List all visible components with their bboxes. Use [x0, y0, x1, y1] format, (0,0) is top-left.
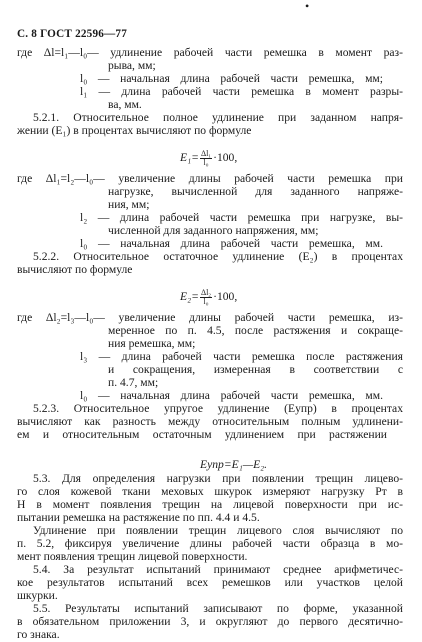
text-line: Н в момент появления трещин на лицевой поверхности при ис- — [17, 498, 403, 511]
text-line: 5.3. Для определения нагрузки при появлении трещин лицево- — [33, 472, 403, 485]
formula-e1-fraction — [200, 150, 212, 167]
text-line: мент появления трещин лицевой поверхности. — [17, 550, 248, 563]
corner-mark: • — [305, 0, 310, 13]
text-line: где Δl=l₁—l₀— удлинение рабочей части ремешка в момент раз- — [17, 46, 403, 59]
formula-e2-lhs: E₂= — [180, 290, 199, 304]
text-line: ния, мм; — [108, 198, 150, 211]
formula-e2-rhs: ·100, — [213, 290, 238, 304]
text-line: в обязательном приложении 3, и округляют до первого десятично- — [17, 615, 403, 628]
text-line: го слоя кожевой ткани меховых шкурок измеряют нагрузку Pт в — [17, 485, 403, 498]
text-line: и сокращения, измеренная в соответствии с — [108, 363, 403, 376]
text-line: l₁ — длина рабочей части ремешка в момент разры- — [80, 85, 403, 98]
text-line: п. 5.2, фиксируя увеличение длины рабочей части образца в мо- — [17, 537, 403, 550]
text-line: ва, мм. — [108, 98, 142, 111]
text-line: пытании ремешка на растяжение по пп. 4.4 и 4.5. — [17, 511, 260, 524]
text-line: l₀ — начальная длина рабочей части ремешка, мм. — [80, 237, 383, 250]
text-line: жении (E₁) в процентах вычисляют по формуле — [17, 124, 252, 137]
formula-e2 — [180, 289, 237, 306]
text-line: 5.2.1. Относительное полное удлинение при заданном напря- — [33, 111, 403, 124]
formula-e2-num: Δl₂ — [200, 288, 212, 297]
formula-e1-den: l₀ — [203, 158, 209, 167]
text-line: l₂ — длина рабочей части ремешка при нагрузке, вы- — [80, 211, 403, 224]
text-line: l₀ — начальная длина рабочей части ремешка, мм; — [80, 72, 383, 85]
text-line: ния ремешка, мм; — [108, 337, 196, 350]
page-header: С. 8 ГОСТ 22596—77 — [17, 28, 128, 40]
formula-e2-den: l₀ — [203, 297, 209, 306]
formula-e1-rhs: ·100, — [213, 151, 238, 165]
text-line: численной для заданного напряжения, мм; — [108, 224, 319, 237]
formula-e2-fraction — [200, 289, 212, 306]
text-line: 5.5. Результаты испытаний записывают по форме, указанной — [33, 602, 403, 615]
text-line: п. 4.7, мм; — [108, 376, 159, 389]
text-line: меренное по п. 4.5, после растяжения и сокраще- — [108, 324, 403, 337]
text-line: где Δl₂=l₃—l₀— увеличение длины рабочей части ремешка, из- — [17, 311, 403, 324]
text-line: шкурки. — [17, 589, 58, 602]
text-line: го знака. — [17, 628, 60, 641]
text-line: 5.2.3. Относительное упругое удлинение (Eупр) в процентах — [33, 402, 403, 415]
text-line: вычисляют по формуле — [17, 263, 133, 276]
text-line: вычисляют как разность между относительным полным удлинени- — [17, 415, 403, 428]
formula-e1 — [180, 150, 237, 167]
text-line: l₀ — начальная длина рабочей части ремешка, мм. — [80, 389, 383, 402]
formula-e1-lhs: E₁= — [180, 151, 199, 165]
text-line: 5.2.2. Относительное остаточное удлинение (E₂) в процентах — [33, 250, 403, 263]
text-line: нагрузке, вычисленной для заданного напряже- — [108, 185, 403, 198]
text-line: l₃ — длина рабочей части ремешка после растяжения — [80, 350, 403, 363]
text-line: 5.4. За результат испытаний принимают среднее арифметичес- — [33, 563, 403, 576]
text-line: кое результатов испытаний всех ремешков или участков целой — [17, 576, 403, 589]
formula-e1-num: Δl₁ — [200, 149, 212, 158]
text-line: рыва, мм; — [108, 59, 156, 72]
text-line: где Δl₁=l₂—l₀— увеличение длины рабочей части ремешка при — [17, 172, 403, 185]
formula-eupr: Eупр=E₁—E₂. — [200, 458, 268, 471]
text-line: Удлинение при появлении трещин лицевого слоя вычисляют по — [33, 524, 403, 537]
text-line: ем и относительным остаточным удлинением при растяжении — [17, 428, 387, 441]
